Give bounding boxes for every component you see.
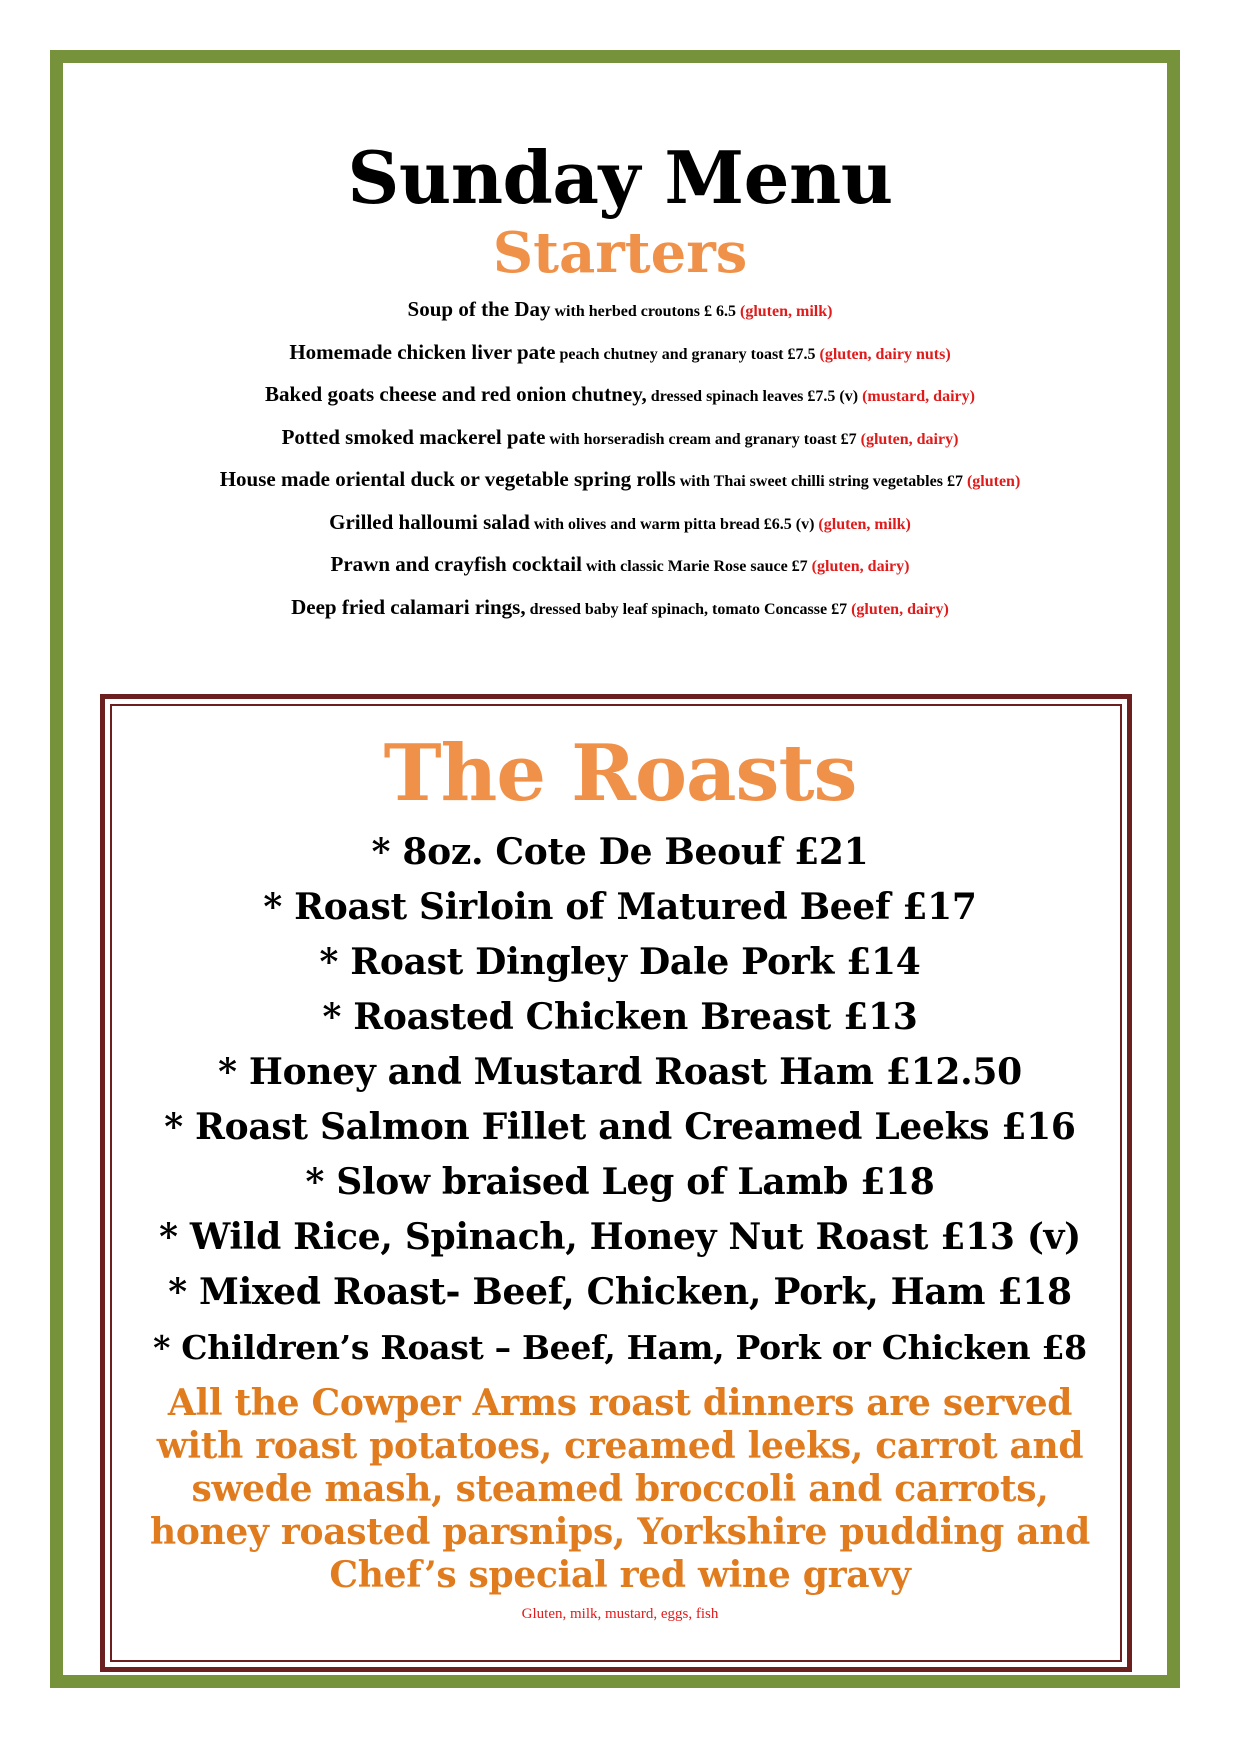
- starter-allergens: (gluten, dairy): [851, 600, 949, 618]
- roast-allergens-note: Gluten, milk, mustard, eggs, fish: [521, 1606, 719, 1622]
- starter-name: Homemade chicken liver pate: [289, 339, 556, 364]
- roast-item: * Roast Dingley Dale Pork £14: [319, 941, 921, 983]
- starter-allergens: (gluten, milk): [740, 303, 833, 320]
- starter-name: Potted smoked mackerel pate: [281, 424, 546, 449]
- roast-item: * Honey and Mustard Roast Ham £12.50: [218, 1051, 1022, 1093]
- roast-item: * Roast Salmon Fillet and Creamed Leeks £16: [164, 1106, 1076, 1148]
- starter-item: [0, 337, 1240, 380]
- roast-item: * Roast Sirloin of Matured Beef £17: [263, 886, 977, 928]
- starter-name: Deep fried calamari rings,: [291, 594, 526, 619]
- starter-desc: with horseradish cream and granary toast £7: [549, 430, 857, 448]
- starter-desc: with Thai sweet chilli string vegetables £7: [679, 473, 963, 490]
- starter-item: [0, 464, 1240, 507]
- starter-desc: with classic Marie Rose sauce £7: [585, 558, 808, 575]
- starter-name: Grilled halloumi salad: [329, 509, 530, 534]
- roast-sides-note: All the Cowper Arms roast dinners are served with roast potatoes, creamed leeks, carrot and swede mash, steamed broccoli and carrots, honey roasted parsnips, Yorkshire pudding and Chef’s special red wine gravy: [149, 1382, 1091, 1596]
- starter-desc: dressed baby leaf spinach, tomato Concasse £7: [529, 600, 848, 618]
- menu-title: Sunday Menu: [347, 135, 893, 220]
- starter-item: [0, 294, 1240, 337]
- starters-heading: Starters: [492, 220, 748, 286]
- roasts-heading: The Roasts: [383, 728, 857, 819]
- starter-item: [0, 507, 1240, 550]
- starter-item: [0, 379, 1240, 422]
- starter-name: Prawn and crayfish cocktail: [330, 552, 582, 576]
- roast-item: * Slow braised Leg of Lamb £18: [305, 1161, 935, 1203]
- starter-name: Soup of the Day: [407, 297, 551, 321]
- starter-desc: with olives and warm pitta bread £6.5 (v): [533, 515, 815, 533]
- starter-item: [0, 592, 1240, 635]
- starter-allergens: (mustard, dairy): [862, 388, 975, 405]
- roast-item: * Roasted Chicken Breast £13: [322, 996, 918, 1038]
- starter-desc: with herbed croutons £ 6.5: [554, 303, 736, 320]
- starter-allergens: (gluten, dairy): [860, 430, 959, 448]
- starter-desc: peach chutney and granary toast £7.5: [559, 345, 816, 363]
- starter-item: [0, 549, 1240, 592]
- starters-list: [0, 294, 1240, 634]
- roast-item: * Children’s Roast – Beef, Ham, Pork or Chicken £8: [153, 1328, 1087, 1367]
- roast-item: * Mixed Roast- Beef, Chicken, Pork, Ham £18: [168, 1271, 1072, 1313]
- starter-allergens: (gluten, dairy nuts): [819, 345, 951, 363]
- starter-desc: dressed spinach leaves £7.5 (v): [650, 388, 859, 405]
- starter-name: Baked goats cheese and red onion chutney,: [265, 382, 647, 406]
- starter-allergens: (gluten): [966, 473, 1021, 490]
- starter-name: House made oriental duck or vegetable spring rolls: [219, 467, 676, 491]
- roasts-list: [0, 825, 1240, 1375]
- roast-item: * Wild Rice, Spinach, Honey Nut Roast £13 (v): [159, 1216, 1081, 1258]
- roast-item: * 8oz. Cote De Beouf £21: [371, 831, 869, 873]
- starter-item: [0, 422, 1240, 465]
- starter-allergens: (gluten, dairy): [811, 558, 910, 575]
- starter-allergens: (gluten, milk): [818, 515, 911, 533]
